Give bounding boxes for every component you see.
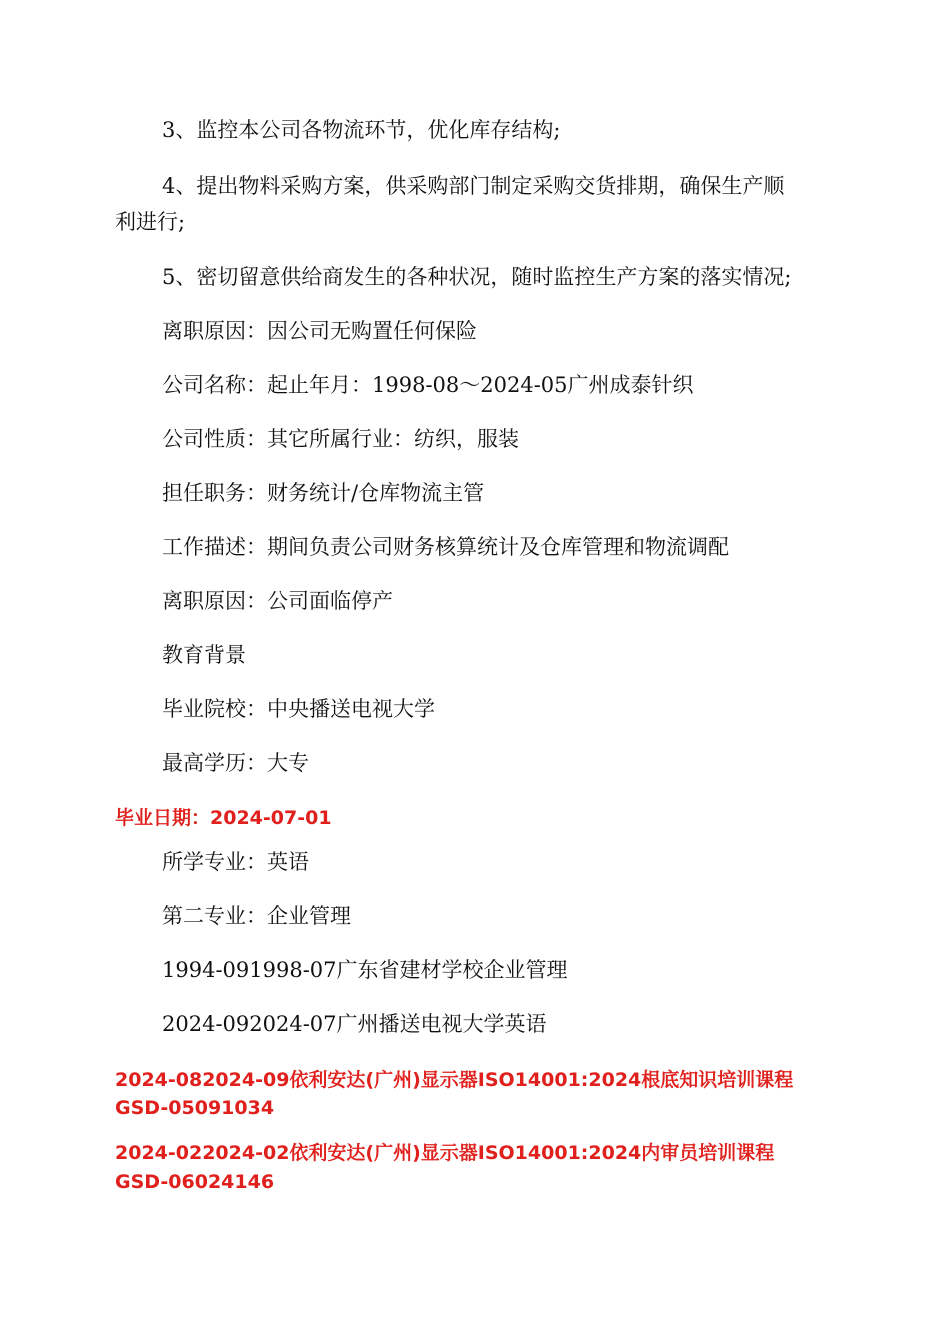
job-description: 工作描述：期间负责公司财务核算统计及仓库管理和物流调配 bbox=[162, 535, 729, 559]
education-entry-2: 2024-092024-07广州播送电视大学英语 bbox=[162, 1012, 547, 1036]
job-title: 担任职务：财务统计/仓库物流主管 bbox=[162, 481, 485, 505]
leave-reason-1: 离职原因：因公司无购置任何保险 bbox=[162, 319, 477, 343]
company-name: 公司名称：起止年月：1998-08～2024-05广州成泰针织 bbox=[162, 373, 694, 397]
graduate-school: 毕业院校：中央播送电视大学 bbox=[162, 697, 435, 721]
duty-item-4-continued: 利进行; bbox=[115, 210, 186, 234]
company-nature: 公司性质：其它所属行业：纺织，服装 bbox=[162, 427, 519, 451]
training-entry-2-code: GSD-06024146 bbox=[115, 1171, 275, 1193]
duty-item-5: 5、密切留意供给商发生的各种状况，随时监控生产方案的落实情况; bbox=[162, 265, 792, 289]
major: 所学专业：英语 bbox=[162, 850, 309, 874]
graduation-date: 毕业日期：2024-07-01 bbox=[115, 807, 332, 829]
second-major: 第二专业：企业管理 bbox=[162, 904, 351, 928]
duty-item-4: 4、提出物料采购方案，供采购部门制定采购交货排期，确保生产顺 bbox=[162, 174, 785, 198]
training-entry-1-code: GSD-05091034 bbox=[115, 1097, 275, 1119]
highest-degree: 最高学历：大专 bbox=[162, 751, 309, 775]
education-entry-1: 1994-091998-07广东省建材学校企业管理 bbox=[162, 958, 568, 982]
education-heading: 教育背景 bbox=[162, 643, 246, 667]
leave-reason-2: 离职原因：公司面临停产 bbox=[162, 589, 393, 613]
training-entry-2: 2024-022024-02依利安达(广州)显示器ISO14001:2024内审员培训课程 bbox=[115, 1142, 775, 1164]
duty-item-3: 3、监控本公司各物流环节，优化库存结构; bbox=[162, 118, 561, 142]
training-entry-1: 2024-082024-09依利安达(广州)显示器ISO14001:2024根底知识培训课程 bbox=[115, 1069, 794, 1091]
